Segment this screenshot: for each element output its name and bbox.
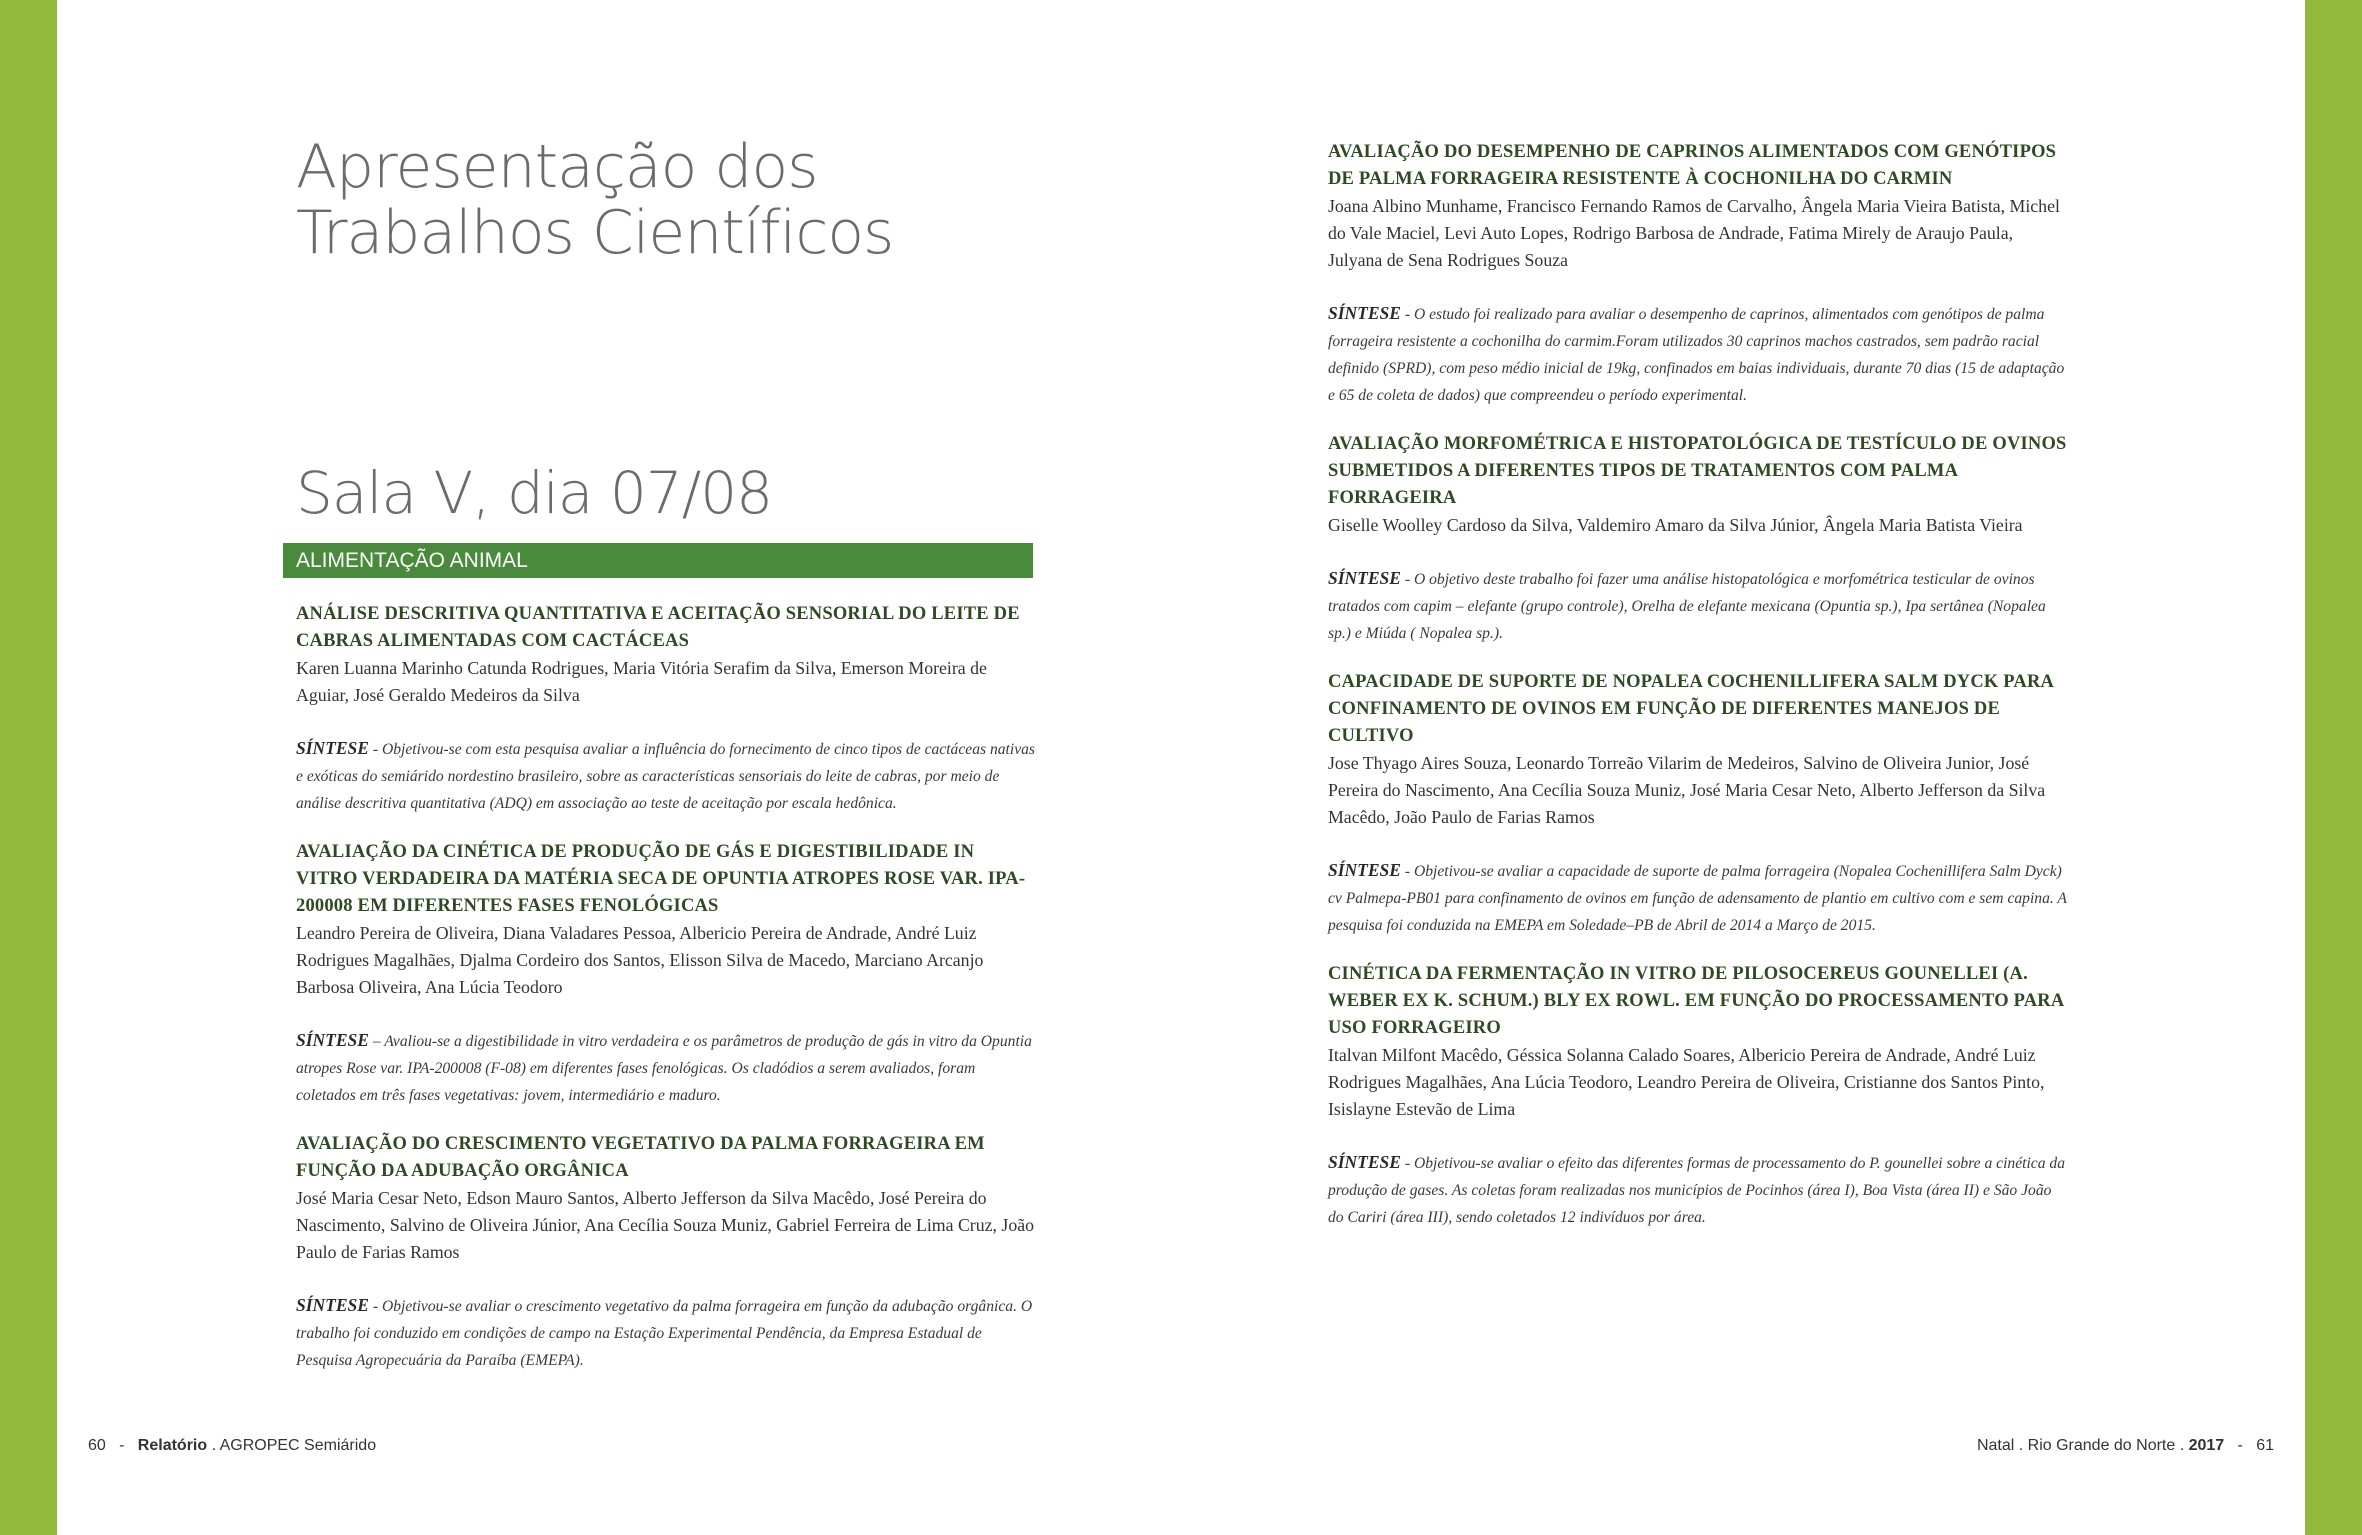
synthesis-label: SÍNTESE — [1328, 860, 1401, 880]
synthesis-label: SÍNTESE — [296, 738, 369, 758]
footer-right — [1977, 1437, 2274, 1455]
synthesis-text: - Objetivou-se avaliar o efeito das diferentes formas de processamento do P. gounellei sobre a cinética da produção de gases. As coletas foram realizadas nos municípios de Pocinhos (área I), Boa Vista (área II) e São João do Cariri (área III), sendo coletados 12 indivíduos por área. — [1328, 1155, 2066, 1226]
section-bar: ALIMENTAÇÃO ANIMAL — [283, 543, 1033, 578]
paper-entry — [1328, 139, 2068, 409]
synthesis-label: SÍNTESE — [1328, 568, 1401, 588]
left-paper-list — [296, 601, 1036, 1396]
paper-authors: Leandro Pereira de Oliveira, Diana Valadares Pessoa, Albericio Pereira de Andrade, André Luiz Rodrigues Magalhães, Djalma Cordeiro dos Santos, Elisson Silva de Macedo, Marciano Arcanjo Barbosa Oliveira, Ana Lúcia Teodoro — [296, 923, 984, 997]
paper-synthesis — [1328, 300, 2068, 409]
paper-authors: Joana Albino Munhame, Francisco Fernando Ramos de Carvalho, Ângela Maria Vieira Batista, Michel do Vale Maciel, Levi Auto Lopes, Rodrigo Barbosa de Andrade, Fatima Mirely de Araujo Paula, Julyana de Sena Rodrigues Souza — [1328, 196, 2060, 270]
synthesis-text: - O objetivo deste trabalho foi fazer uma análise histopatológica e morfométrica testicular de ovinos tratados com capim – elefante (grupo controle), Orelha de elefante mexicana (Opuntia sp.), Ipa sertânea (Nopalea sp.) e Miúda ( Nopalea sp.). — [1328, 571, 2046, 642]
paper-title: AVALIAÇÃO DA CINÉTICA DE PRODUÇÃO DE GÁS E DIGESTIBILIDADE IN VITRO VERDADEIRA DA MATÉRIA SECA DE OPUNTIA ATROPES ROSE VAR. IPA-200008 EM DIFERENTES FASES FENOLÓGICAS — [296, 842, 1026, 916]
paper-title: AVALIAÇÃO MORFOMÉTRICA E HISTOPATOLÓGICA DE TESTÍCULO DE OVINOS SUBMETIDOS A DIFERENTES TIPOS DE TRATAMENTOS COM PALMA FORRAGEIRA — [1328, 434, 2067, 508]
paper-title: AVALIAÇÃO DO CRESCIMENTO VEGETATIVO DA PALMA FORRAGEIRA EM FUNÇÃO DA ADUBAÇÃO ORGÂNICA — [296, 1134, 985, 1181]
paper-synthesis — [1328, 857, 2068, 939]
event-year: 2017 — [2188, 1437, 2225, 1454]
paper-entry — [1328, 431, 2068, 647]
report-name: . AGROPEC Semiárido — [207, 1437, 377, 1454]
paper-authors: Giselle Woolley Cardoso da Silva, Valdemiro Amaro da Silva Júnior, Ângela Maria Batista Vieira — [1328, 515, 2023, 535]
footer-separator: - — [2224, 1437, 2257, 1454]
synthesis-text: - Objetivou-se avaliar a capacidade de suporte de palma forrageira (Nopalea Cochenillifera Salm Dyck) cv Palmepa-PB01 para confinamento de ovinos em função de adensamento de plantio em cultivo com e sem capina. A pesquisa foi conduzida na EMEPA em Soledade–PB de Abril de 2014 a Março de 2015. — [1328, 863, 2067, 934]
synthesis-text: - Objetivou-se com esta pesquisa avaliar a influência do fornecimento de cinco tipos de cactáceas nativas e exóticas do semiárido nordestino brasileiro, sobre as características sensoriais do leite de cabras, por meio de análise descritiva quantitativa (ADQ) em associação ao teste de aceitação por escala hedônica. — [296, 741, 1035, 812]
paper-authors: Italvan Milfont Macêdo, Géssica Solanna Calado Soares, Albericio Pereira de Andrade, André Luiz Rodrigues Magalhães, Ana Lúcia Teodoro, Leandro Pereira de Oliveira, Cristianne dos Santos Pinto, Isislayne Estevão de Lima — [1328, 1045, 2045, 1119]
paper-authors: José Maria Cesar Neto, Edson Mauro Santos, Alberto Jefferson da Silva Macêdo, José Pereira do Nascimento, Salvino de Oliveira Júnior, Ana Cecília Souza Muniz, Gabriel Ferreira de Lima Cruz, João Paulo de Farias Ramos — [296, 1188, 1034, 1262]
synthesis-text: - Objetivou-se avaliar o crescimento vegetativo da palma forrageira em função da adubação orgânica. O trabalho foi conduzido em condições de campo na Estação Experimental Pendência, da Empresa Estadual de Pesquisa Agropecuária da Paraíba (EMEPA). — [296, 1298, 1033, 1369]
session-heading: Sala V, dia 07/08 — [296, 459, 773, 527]
right-paper-list — [1328, 139, 2068, 1253]
paper-entry — [1328, 669, 2068, 939]
page-title-line-2: Trabalhos Científicos — [296, 198, 894, 268]
paper-title: AVALIAÇÃO DO DESEMPENHO DE CAPRINOS ALIMENTADOS COM GENÓTIPOS DE PALMA FORRAGEIRA RESISTENTE À COCHONILHA DO CARMIN — [1328, 142, 2057, 189]
paper-synthesis — [296, 1292, 1036, 1374]
synthesis-label: SÍNTESE — [1328, 1152, 1401, 1172]
paper-title: CAPACIDADE DE SUPORTE DE NOPALEA COCHENILLIFERA SALM DYCK PARA CONFINAMENTO DE OVINOS EM FUNÇÃO DE DIFERENTES MANEJOS DE CULTIVO — [1328, 672, 2054, 746]
right-page-number: 61 — [2256, 1437, 2274, 1454]
paper-synthesis — [296, 735, 1036, 817]
paper-authors: Jose Thyago Aires Souza, Leonardo Torreão Vilarim de Medeiros, Salvino de Oliveira Junior, José Pereira do Nascimento, Ana Cecília Souza Muniz, José Maria Cesar Neto, Alberto Jefferson da Silva Macêdo, João Paulo de Farias Ramos — [1328, 753, 2046, 827]
report-label: Relatório — [137, 1437, 208, 1454]
page-title — [296, 134, 893, 266]
paper-entry — [296, 839, 1036, 1109]
paper-synthesis — [1328, 565, 2068, 647]
page-title-line-1: Apresentação dos — [296, 132, 818, 202]
paper-title: CINÉTICA DA FERMENTAÇÃO IN VITRO DE PILOSOCEREUS GOUNELLEI (A. WEBER EX K. SCHUM.) BLY EX ROWL. EM FUNÇÃO DO PROCESSAMENTO PARA USO FORRAGEIRO — [1328, 964, 2064, 1038]
synthesis-text: – Avaliou-se a digestibilidade in vitro verdadeira e os parâmetros de produção de gás in vitro da Opuntia atropes Rose var. IPA-200008 (F-08) em diferentes fases fenológicas. Os cladódios a serem avaliados, foram coletados em três fases vegetativas: jovem, intermediário e maduro. — [296, 1033, 1032, 1104]
footer-left — [88, 1437, 376, 1455]
paper-title: ANÁLISE DESCRITIVA QUANTITATIVA E ACEITAÇÃO SENSORIAL DO LEITE DE CABRAS ALIMENTADAS COM CACTÁCEAS — [296, 604, 1020, 651]
paper-authors: Karen Luanna Marinho Catunda Rodrigues, Maria Vitória Serafim da Silva, Emerson Moreira de Aguiar, José Geraldo Medeiros da Silva — [296, 658, 987, 705]
synthesis-label: SÍNTESE — [296, 1030, 369, 1050]
left-page-number: 60 — [88, 1437, 106, 1454]
paper-synthesis — [296, 1027, 1036, 1109]
synthesis-label: SÍNTESE — [296, 1295, 369, 1315]
right-green-edge — [2305, 0, 2362, 1535]
event-location: Natal . Rio Grande do Norte . — [1976, 1437, 2189, 1454]
synthesis-text: - O estudo foi realizado para avaliar o desempenho de caprinos, alimentados com genótipos de palma forrageira resistente a cochonilha do carmim.Foram utilizados 30 caprinos machos castrados, sem padrão racial definido (SPRD), com peso médio inicial de 19kg, confinados em baias individuais, durante 70 dias (15 de adaptação e 65 de coleta de dados) que compreendeu o período experimental. — [1328, 306, 2065, 404]
footer-separator: - — [105, 1437, 138, 1454]
paper-entry — [1328, 961, 2068, 1231]
paper-synthesis — [1328, 1149, 2068, 1231]
paper-entry — [296, 601, 1036, 817]
synthesis-label: SÍNTESE — [1328, 303, 1401, 323]
paper-entry — [296, 1131, 1036, 1374]
left-green-edge — [0, 0, 57, 1535]
